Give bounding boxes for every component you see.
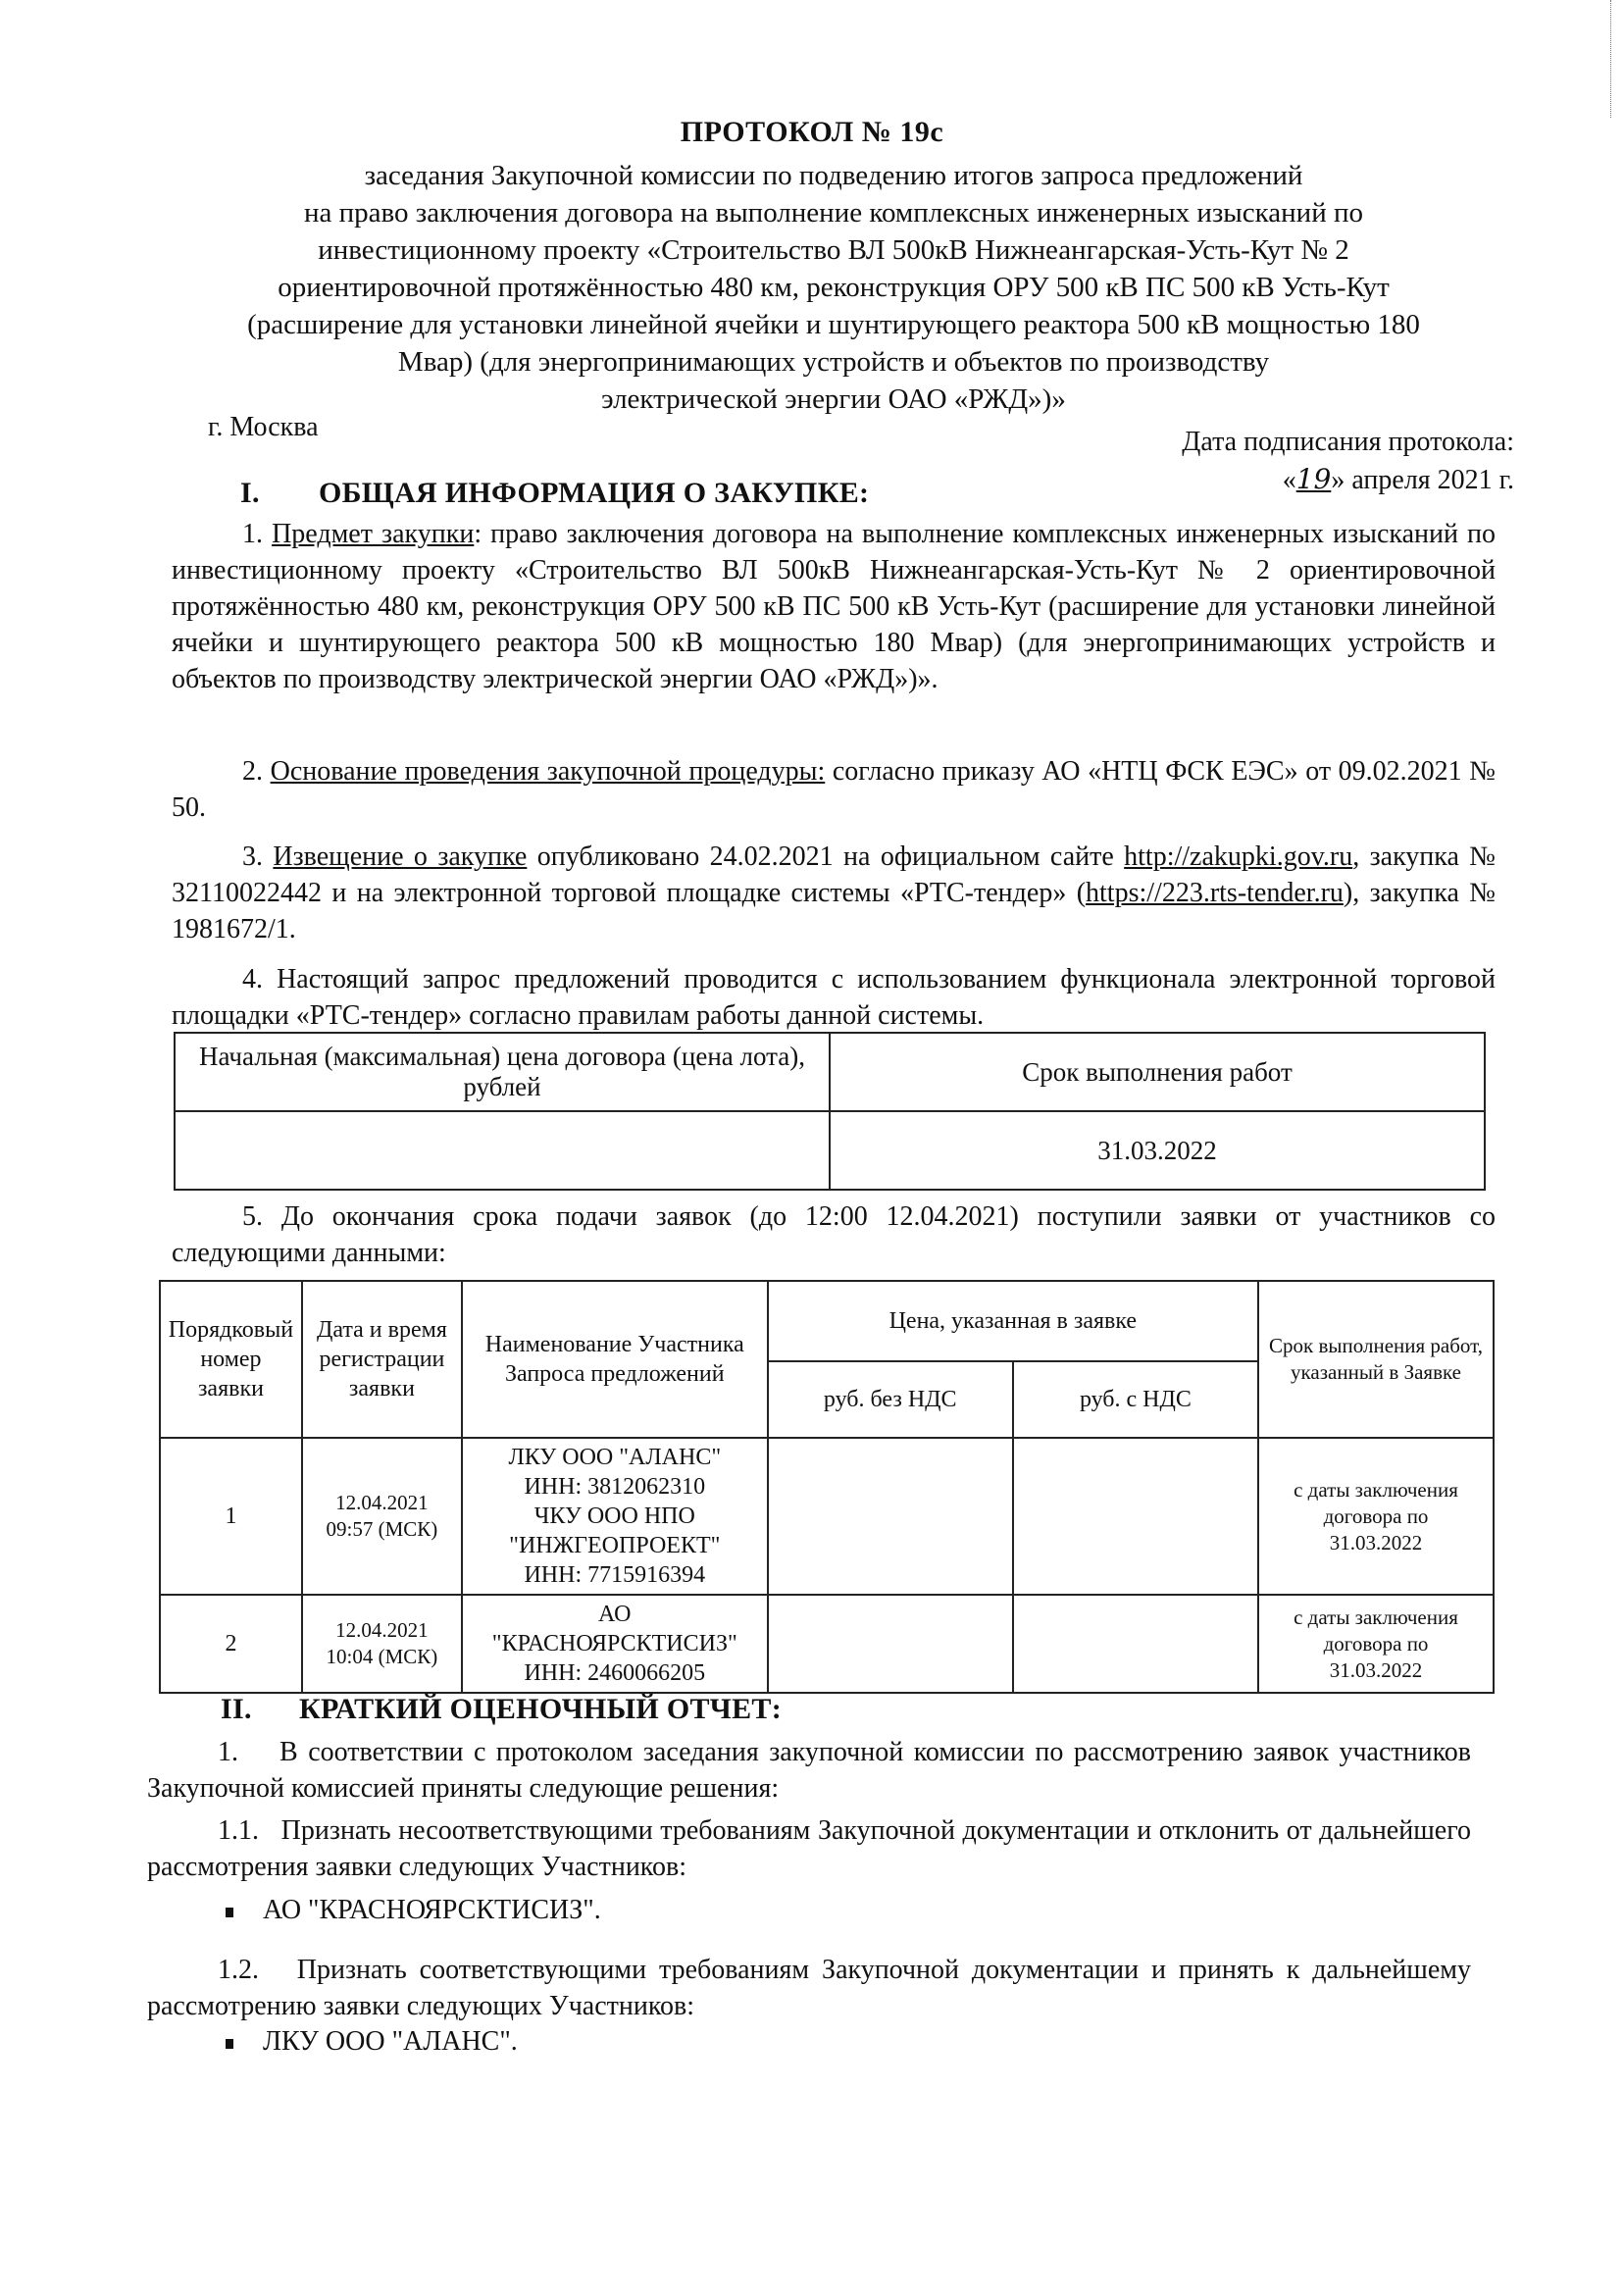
bid-datetime: 12.04.2021 09:57 (МСК) — [302, 1438, 462, 1595]
bid-num: 2 — [160, 1595, 302, 1693]
handwritten-day: 19 — [1295, 463, 1332, 495]
subtitle-line: электрической энергии ОАО «РЖД»)» — [601, 383, 1066, 415]
subtitle-line: инвестиционному проекту «Строительство ВЛ 500кВ Нижнеангарская-Усть-Кут № 2 — [318, 234, 1349, 266]
table-row — [175, 1111, 1485, 1190]
header-price-vat: руб. с НДС — [1013, 1361, 1258, 1438]
rts-tender-link[interactable]: https://223.rts-tender.ru — [1086, 878, 1344, 908]
table-header-row — [175, 1033, 1485, 1111]
subtitle-line: заседания Закупочной комиссии по подведению итогов запроса предложений — [364, 160, 1303, 191]
header-name: Наименование Участника Запроса предложений — [462, 1281, 768, 1438]
rejected-participant: АО "КРАСНОЯРСКТИСИЗ". — [226, 1895, 601, 1926]
item-ii-1: 1. В соответствии с протоколом заседания закупочной комиссии по рассмотрению заявок участников Закупочной комиссией приняты следующие решения: — [147, 1737, 1472, 1804]
table-row — [160, 1595, 1494, 1693]
item-1-subject: 1. Предмет закупки: право заключения договора на выполнение комплексных инженерных изысканий по инвестиционному проекту «Строительство ВЛ 500кВ Нижнеангарская-Усть-Кут № 2 ориентировочной протяжённостью 480 км, реконструкция ОРУ 500 кВ ПС 500 кВ Усть-Кут (расширение для установки линейной ячейки и шунтирующего реактора 500 кВ мощностью 180 Мвар) (для энергопринимающих устройств и объектов по производству электрической энергии ОАО «РЖД»)». — [172, 519, 1496, 694]
protocol-subtitle — [196, 157, 1471, 418]
deadline-cell: 31.03.2022 — [830, 1111, 1485, 1190]
header-cell: Срок выполнения работ — [830, 1033, 1485, 1111]
section-number: I. — [240, 477, 260, 509]
header-cell: Начальная (максимальная) цена договора (цена лота), рублей — [175, 1033, 830, 1111]
bid-participant: ЛКУ ООО "АЛАНС" ИНН: 3812062310 ЧКУ ООО НПО "ИНЖГЕОПРОЕКТ" ИНН: 7715916394 — [462, 1438, 768, 1595]
city: г. Москва — [208, 412, 319, 442]
bid-price-no-vat — [768, 1438, 1013, 1595]
subtitle-line: (расширение для установки линейной ячейки и шунтирующего реактора 500 кВ мощностью 180 — [247, 309, 1420, 340]
bid-num: 1 — [160, 1438, 302, 1595]
subtitle-line: ориентировочной протяжённостью 480 км, реконструкция ОРУ 500 кВ ПС 500 кВ Усть-Кут — [278, 272, 1390, 303]
bullet-icon — [226, 2039, 233, 2049]
bid-price-no-vat — [768, 1595, 1013, 1693]
bid-datetime: 12.04.2021 10:04 (МСК) — [302, 1595, 462, 1693]
section-title: ОБЩАЯ ИНФОРМАЦИЯ О ЗАКУПКЕ: — [319, 477, 870, 509]
zakupki-link[interactable]: http://zakupki.gov.ru — [1124, 841, 1353, 872]
signing-date-value: «19» апреля 2021 г. — [1282, 463, 1514, 495]
subtitle-line: Мвар) (для энергопринимающих устройств и объектов по производству — [397, 346, 1270, 378]
table-header-row — [160, 1281, 1494, 1361]
scan-edge-artifact — [1610, 0, 1612, 118]
signing-date-block — [1182, 424, 1514, 499]
bids-table — [159, 1280, 1495, 1694]
item-ii-1-1: 1.1. Признать несоответствующими требованиям Закупочной документации и отклонить от дальнейшего рассмотрения заявки следующих Участников: — [147, 1815, 1471, 1882]
header-term: Срок выполнения работ, указанный в Заявке — [1258, 1281, 1494, 1438]
section-title: КРАТКИЙ ОЦЕНОЧНЫЙ ОТЧЕТ: — [299, 1693, 783, 1725]
protocol-title: ПРОТОКОЛ № 19с — [680, 116, 944, 148]
header-datetime: Дата и время регистрации заявки — [302, 1281, 462, 1438]
item-2-basis: 2. Основание проведения закупочной процедуры: согласно приказу АО «НТЦ ФСК ЕЭС» от 09.02.2021 № 50. — [172, 756, 1496, 823]
section-1-heading — [240, 477, 869, 510]
item-3-notice: 3. Извещение о закупке опубликовано 24.02.2021 на официальном сайте http://zakupki.gov.ru, закупка № 32110022442 и на электронной торговой площадке системы «РТС-тендер» (https://223.rts-tender.ru), закупка № 1981672/1. — [172, 841, 1496, 944]
item-5-bids: 5. До окончания срока подачи заявок (до 12:00 12.04.2021) поступили заявки от участников со следующими данными: — [172, 1201, 1496, 1268]
table-row — [160, 1438, 1494, 1595]
bid-price-vat — [1013, 1595, 1258, 1693]
header-num: Порядковый номер заявки — [160, 1281, 302, 1438]
header-price-no-vat: руб. без НДС — [768, 1361, 1013, 1438]
subject-label: Предмет закупки — [272, 519, 475, 549]
section-2-heading — [221, 1693, 782, 1726]
accepted-participant: ЛКУ ООО "АЛАНС". — [226, 2026, 518, 2058]
bid-term: с даты заключения договора по 31.03.2022 — [1258, 1595, 1494, 1693]
section-number: II. — [221, 1693, 252, 1725]
notice-label: Извещение о закупке — [273, 841, 528, 872]
price-table — [174, 1032, 1486, 1191]
item-ii-1-2: 1.2. Признать соответствующими требованиям Закупочной документации и принять к дальнейшему рассмотрению заявки следующих Участников: — [147, 1955, 1471, 2021]
signing-month-year: апреля 2021 г. — [1351, 465, 1514, 495]
bid-participant: АО "КРАСНОЯРСКТИСИЗ" ИНН: 2460066205 — [462, 1595, 768, 1693]
bid-term: с даты заключения договора по 31.03.2022 — [1258, 1438, 1494, 1595]
bullet-icon — [226, 1908, 233, 1917]
bid-price-vat — [1013, 1438, 1258, 1595]
initial-price-cell — [175, 1111, 830, 1190]
header-price-group: Цена, указанная в заявке — [768, 1281, 1258, 1361]
signing-date-label: Дата подписания протокола: — [1182, 427, 1514, 457]
subtitle-line: на право заключения договора на выполнение комплексных инженерных изысканий по — [304, 197, 1363, 229]
basis-label: Основание проведения закупочной процедуры: — [270, 756, 826, 787]
item-4-platform: 4. Настоящий запрос предложений проводится с использованием функционала электронной торговой площадки «РТС-тендер» согласно правилам работы данной системы. — [172, 964, 1496, 1031]
